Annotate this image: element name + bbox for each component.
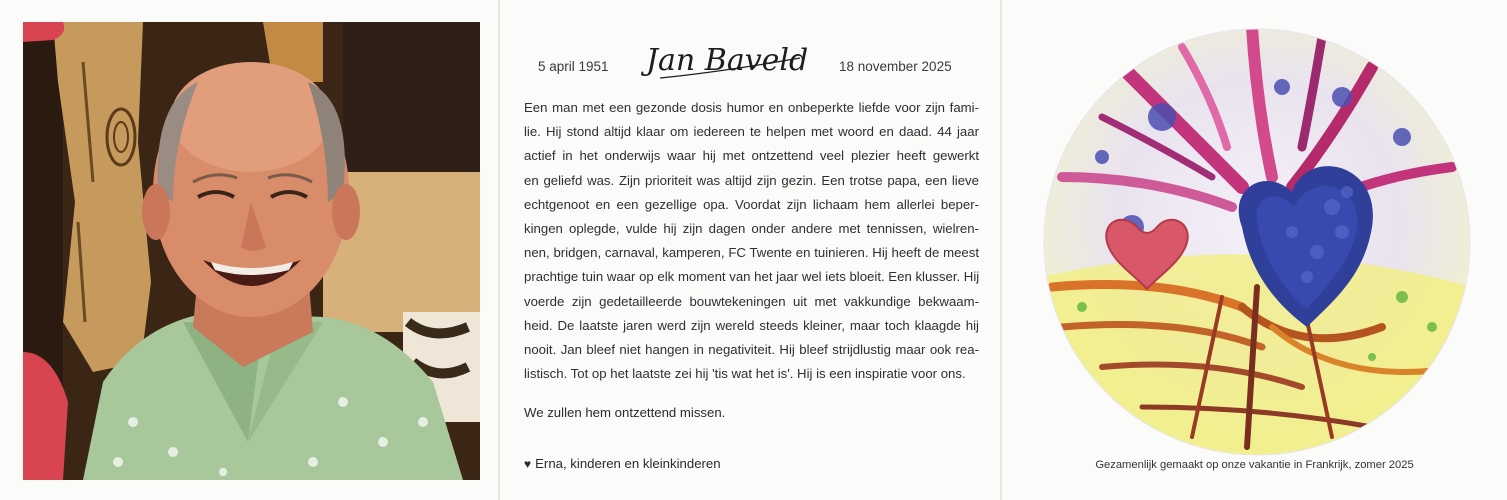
bio-line: nooit. Jan bleef niet hangen in negativiteit. Hij bleef strijdlustig maar ook rea-	[524, 342, 979, 358]
bio-line: nen, bridgen, carnaval, kamperen, FC Twente en tuinieren. Hij heeft de meest	[524, 245, 979, 261]
signoff-text: Erna, kinderen en kleinkinderen	[535, 456, 721, 471]
birth-date: 5 april 1951	[538, 59, 609, 74]
circular-painting	[1042, 27, 1472, 457]
svg-text:Jan Baveld: Jan Baveld	[646, 43, 809, 78]
bio-line: Een man met een gezonde dosis humor en onbeperkte liefde voor zijn fami-	[524, 100, 979, 115]
painting-caption: Gezamenlijk gemaakt op onze vakantie in Frankrijk, zomer 2025	[1095, 459, 1414, 471]
bio-line: listisch. Tot op het laatste zei hij 'tis wat het is'. Hij is een inspiratie voor ons.	[524, 366, 966, 382]
bio-line: lie. Hij stond altijd klaar om iedereen te helpen met woord en daad. 44 jaar	[524, 124, 979, 140]
photo-panel	[0, 0, 498, 500]
death-date: 18 november 2025	[839, 59, 952, 74]
bio-line: actief in het onderwijs waar hij met ontzettend veel plezier heeft gewerkt	[524, 148, 979, 164]
painting-panel	[1002, 0, 1507, 500]
bio-line: en geliefd was. Zijn prioriteit was altijd zijn gezin. Een trotse papa, een lieve	[524, 172, 979, 188]
family-signoff	[524, 456, 721, 471]
heart-icon: ♥	[524, 457, 532, 471]
bio-line: heid. De laatste jaren werd zijn wereld steeds kleiner, maar toch klaagde hij	[524, 317, 979, 333]
bio-line: voerde zijn gedetailleerde bouwtekeningen uit met vakkundige bekwaam-	[524, 293, 979, 309]
closing-sentence: We zullen hem ontzettend missen.	[524, 405, 726, 420]
bio-line: echtgenoot en een gezellige opa. Voordat zijn lichaam hem allerlei beper-	[524, 196, 979, 212]
name-signature	[640, 28, 810, 88]
bio-line: prachtige tuin waar op elk moment van het jaar wel iets bloeit. Een klusser. Hij	[524, 269, 980, 285]
portrait-photo	[23, 22, 480, 480]
bio-line: kingen oplegde, vulde hij zijn dagen onder andere met tennissen, wielren-	[524, 221, 979, 237]
biography-text	[524, 96, 979, 386]
text-panel	[500, 0, 1000, 500]
